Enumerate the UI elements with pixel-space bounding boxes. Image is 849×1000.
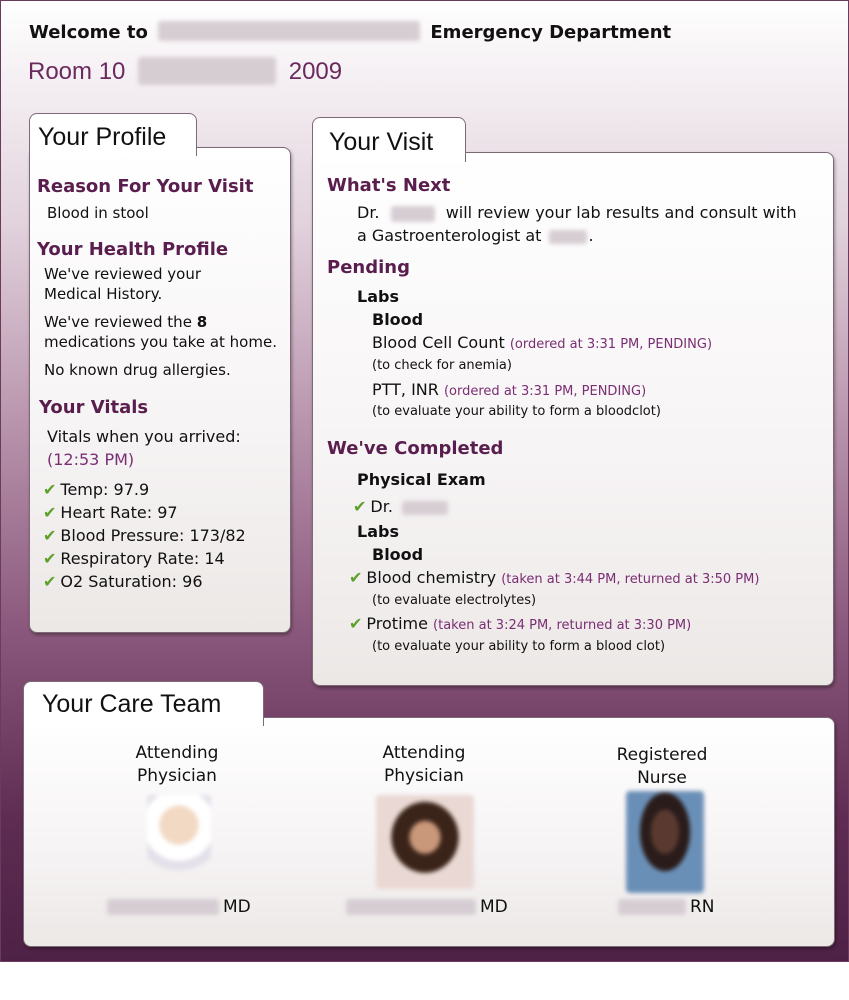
care-team-member[interactable]: [344, 743, 508, 923]
vitals-heading: Your Vitals: [39, 397, 149, 418]
care-team-member[interactable]: [97, 743, 257, 923]
completed-blood-label: Blood: [372, 545, 424, 564]
tab-care-team[interactable]: [23, 681, 264, 726]
vital-item: [43, 503, 178, 522]
history-line-1: We've reviewed your: [44, 265, 202, 283]
pending-labs-label: Labs: [357, 287, 399, 306]
member-role-1: Registered: [616, 745, 708, 765]
vital-label: O2 Saturation: 96: [60, 572, 203, 591]
ptt-test: PTT, INR: [372, 380, 439, 399]
member-name-redacted: [107, 899, 219, 915]
next-line-1: [357, 203, 797, 222]
checkmark-icon: ✔: [43, 480, 57, 499]
member-suffix: MD: [223, 897, 251, 917]
chem-status: (taken at 3:44 PM, returned at 3:50 PM): [501, 572, 760, 587]
meds-count: 8: [196, 313, 208, 331]
reason-text: Blood in stool: [47, 204, 149, 222]
member-role-2: Nurse: [637, 768, 687, 788]
reason-heading: Reason For Your Visit: [37, 176, 254, 197]
vital-label: Temp: 97.9: [60, 480, 150, 499]
checkmark-icon: ✔: [349, 568, 363, 587]
vitals-intro: Vitals when you arrived:: [47, 427, 241, 446]
member-role-1: Attending: [382, 743, 466, 763]
protime-status: (taken at 3:24 PM, returned at 3:30 PM): [433, 618, 692, 633]
room-line: [28, 57, 342, 86]
vital-item: [43, 549, 225, 568]
checkmark-icon: ✔: [43, 503, 57, 522]
year-text: 2009: [288, 58, 343, 85]
vital-label: Heart Rate: 97: [60, 503, 178, 522]
welcome-text: Welcome to: [29, 22, 148, 43]
vital-label: Blood Pressure: 173/82: [60, 526, 246, 545]
date-redacted: [138, 57, 276, 85]
meds-prefix: We've reviewed the: [44, 313, 192, 331]
cbc-note: (to check for anemia): [372, 358, 512, 373]
exam-dr: Dr.: [370, 497, 393, 516]
ptt-note: (to evaluate your ability to form a bloodclot): [372, 404, 661, 419]
ptt-line: [372, 380, 646, 399]
chem-note: (to evaluate electrolytes): [372, 593, 537, 608]
completed-heading: We've Completed: [327, 438, 504, 459]
meds-line-1: [44, 313, 207, 331]
tab-profile[interactable]: [29, 113, 197, 156]
next-text-1: will review your lab results and consult with: [445, 203, 797, 222]
cbc-test: Blood Cell Count: [372, 333, 505, 352]
next-text-2: a Gastroenterologist at: [357, 226, 542, 245]
member-suffix: MD: [480, 897, 508, 917]
member-role-2: Physician: [384, 766, 464, 786]
protime-line: [349, 614, 691, 633]
next-dr: Dr.: [357, 203, 380, 222]
exam-doctor-line: [353, 497, 448, 516]
cbc-status: (ordered at 3:31 PM, PENDING): [509, 337, 713, 352]
welcome-header: [29, 21, 671, 43]
member-role-2: Physician: [137, 766, 217, 786]
vital-item: [43, 572, 203, 591]
member-name-line: [346, 897, 508, 917]
member-suffix: RN: [690, 897, 715, 917]
avatar: [376, 795, 474, 889]
whats-next-heading: What's Next: [327, 175, 451, 196]
doctor-name-redacted: [391, 206, 435, 222]
member-name-line: [618, 897, 715, 917]
pending-blood-label: Blood: [372, 310, 424, 329]
avatar: [626, 791, 704, 893]
next-line-2: a Gastroenterologist at .: [357, 226, 594, 245]
health-profile-heading: Your Health Profile: [37, 239, 229, 260]
meds-line-2: medications you take at home.: [44, 333, 277, 351]
avatar: [147, 795, 211, 881]
visit-tab-label: Your Visit: [329, 128, 434, 156]
member-name-redacted: [346, 899, 476, 915]
hospital-name-redacted: [158, 21, 420, 41]
ptt-status: (ordered at 3:31 PM, PENDING): [443, 384, 647, 399]
cbc-line: [372, 333, 712, 352]
pending-heading: Pending: [327, 257, 410, 278]
physical-exam-label: Physical Exam: [357, 470, 486, 489]
vital-item: [43, 526, 246, 545]
checkmark-icon: ✔: [43, 549, 57, 568]
doctor-name-redacted: [402, 501, 448, 515]
care-team-member[interactable]: [582, 745, 742, 925]
profile-tab-label: Your Profile: [38, 123, 167, 151]
care-team-tab-label: Your Care Team: [42, 690, 222, 718]
completed-labs-label: Labs: [357, 522, 399, 541]
checkmark-icon: ✔: [353, 497, 367, 516]
vital-item: [43, 480, 149, 499]
chem-test: Blood chemistry: [366, 568, 497, 587]
protime-note: (to evaluate your ability to form a blood clot): [372, 639, 666, 654]
room-number: Room 10: [28, 58, 126, 85]
checkmark-icon: ✔: [349, 614, 363, 633]
chem-line: [349, 568, 759, 587]
checkmark-icon: ✔: [43, 526, 57, 545]
member-role-1: Attending: [135, 743, 219, 763]
member-name-redacted: [618, 899, 686, 915]
vitals-time: (12:53 PM): [47, 450, 135, 469]
history-line-2: Medical History.: [44, 285, 163, 303]
vital-label: Respiratory Rate: 14: [60, 549, 225, 568]
allergies-text: No known drug allergies.: [44, 361, 231, 379]
department-text: Emergency Department: [430, 22, 672, 43]
tab-visit[interactable]: [312, 117, 466, 162]
checkmark-icon: ✔: [43, 572, 57, 591]
facility-redacted: [549, 230, 587, 244]
protime-test: Protime: [366, 614, 428, 633]
member-name-line: [107, 897, 251, 917]
